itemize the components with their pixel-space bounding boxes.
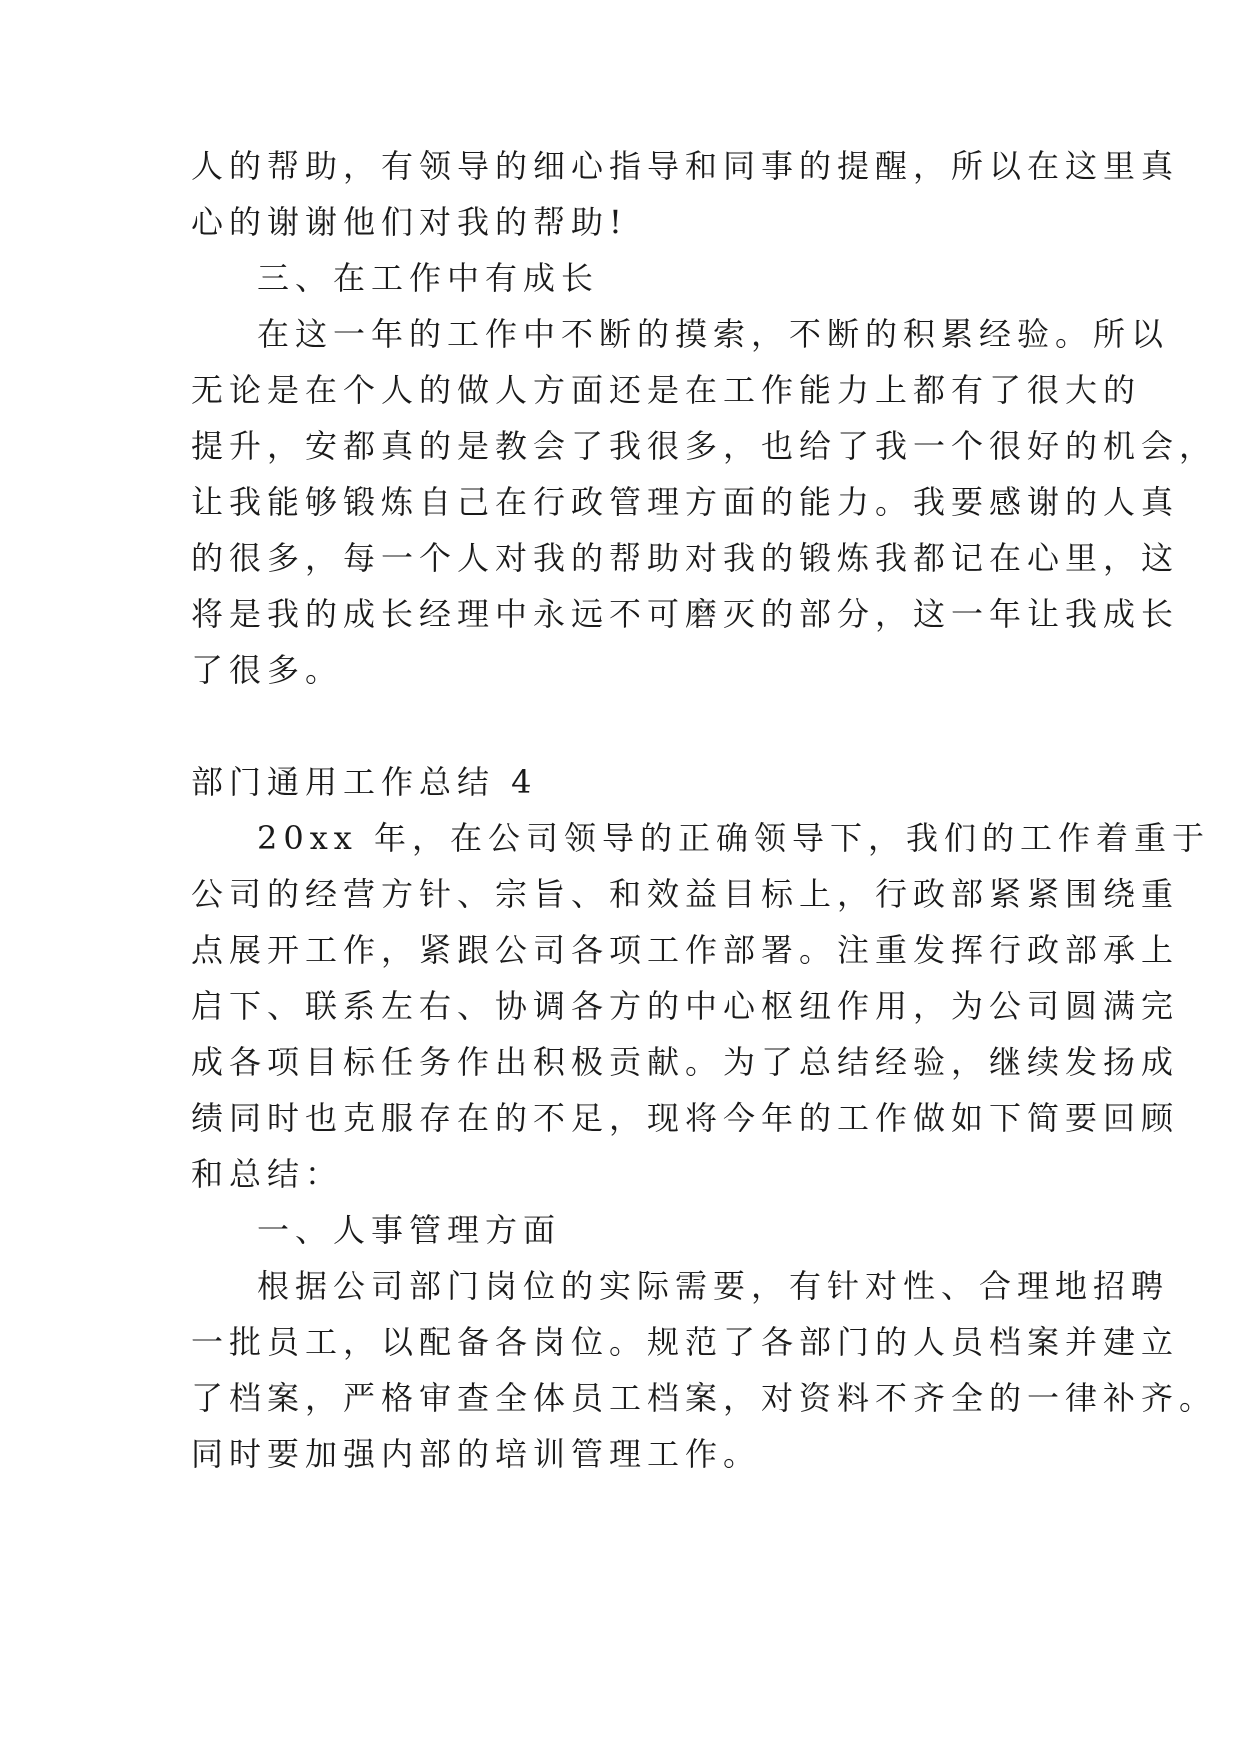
section-heading: 一、人事管理方面 xyxy=(257,1211,562,1249)
paragraph-line: 在这一年的工作中不断的摸索，不断的积累经验。所以 xyxy=(257,315,1170,353)
paragraph-line: 一批员工，以配备各岗位。规范了各部门的人员档案并建立 xyxy=(191,1323,1180,1361)
paragraph-line: 的很多，每一个人对我的帮助对我的锻炼我都记在心里，这 xyxy=(191,539,1180,577)
paragraph-line: 启下、联系左右、协调各方的中心枢纽作用，为公司圆满完 xyxy=(191,987,1180,1025)
section-spacer xyxy=(191,698,1061,754)
paragraph-line: 绩同时也克服存在的不足，现将今年的工作做如下简要回顾 xyxy=(191,1099,1180,1137)
paragraph-line: 无论是在个人的做人方面还是在工作能力上都有了很大的 xyxy=(191,371,1142,409)
paragraph-line: 同时要加强内部的培训管理工作。 xyxy=(191,1435,762,1473)
section-heading: 三、在工作中有成长 xyxy=(257,259,600,297)
document-body xyxy=(191,138,1218,1482)
paragraph-line: 点展开工作，紧跟公司各项工作部署。注重发挥行政部承上 xyxy=(191,931,1180,969)
paragraph-line: 心的谢谢他们对我的帮助! xyxy=(191,203,628,241)
paragraph-line: 和总结： xyxy=(191,1155,344,1193)
paragraph-line: 让我能够锻炼自己在行政管理方面的能力。我要感谢的人真 xyxy=(191,483,1180,521)
paragraph-line: 公司的经营方针、宗旨、和效益目标上，行政部紧紧围绕重 xyxy=(191,875,1180,913)
paragraph-line: 了档案，严格审查全体员工档案，对资料不齐全的一律补齐。 xyxy=(191,1379,1218,1417)
paragraph-line: 将是我的成长经理中永远不可磨灭的部分，这一年让我成长 xyxy=(191,595,1180,633)
paragraph-line: 了很多。 xyxy=(191,651,344,689)
paragraph-line: 成各项目标任务作出积极贡献。为了总结经验，继续发扬成 xyxy=(191,1043,1180,1081)
paragraph-line: 人的帮助，有领导的细心指导和同事的提醒，所以在这里真 xyxy=(191,147,1180,185)
paragraph-line: 提升，安都真的是教会了我很多，也给了我一个很好的机会， xyxy=(191,427,1218,465)
paragraph-line: 20xx 年，在公司领导的正确领导下，我们的工作着重于 xyxy=(257,819,1210,857)
paragraph-line: 根据公司部门岗位的实际需要，有针对性、合理地招聘 xyxy=(257,1267,1170,1305)
document-title: 部门通用工作总结 4 xyxy=(191,763,538,801)
